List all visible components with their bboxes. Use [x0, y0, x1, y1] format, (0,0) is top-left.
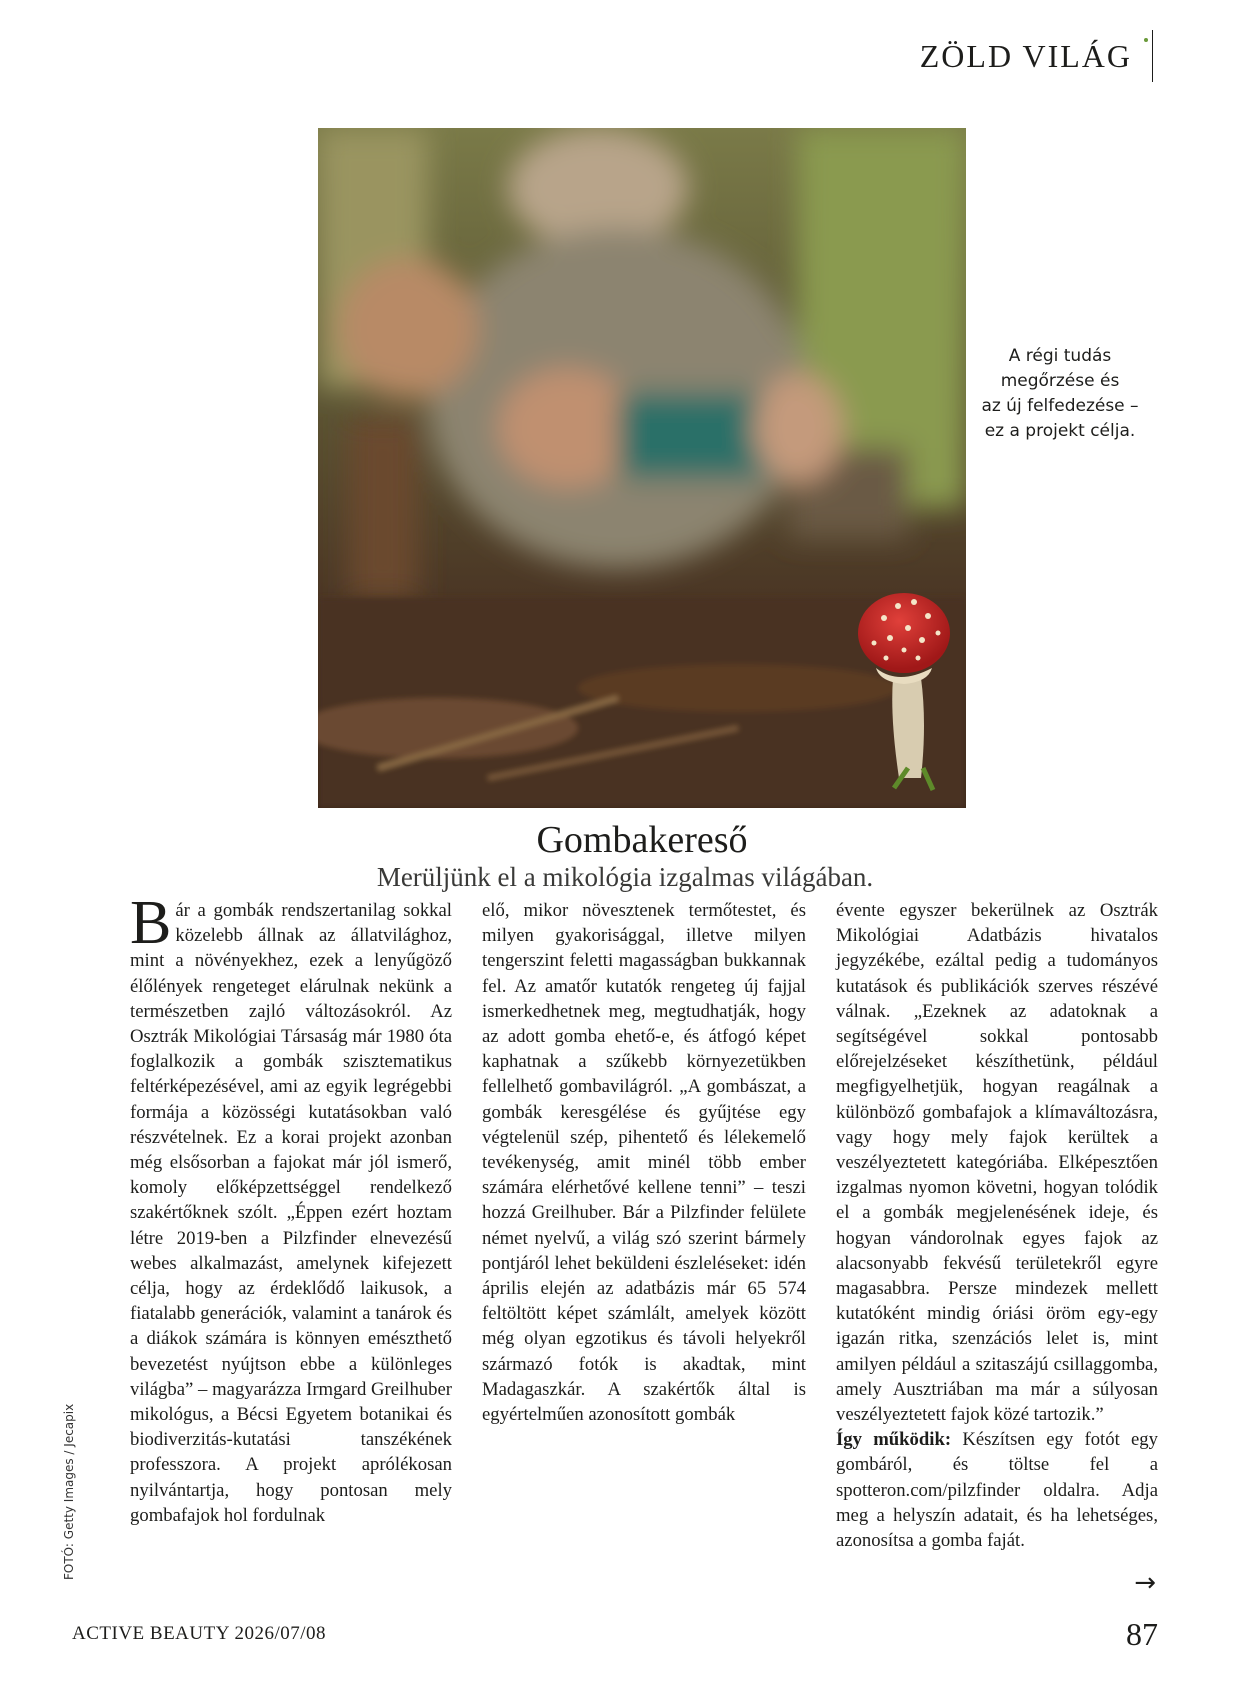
- howto-lead: Így működik:: [836, 1429, 952, 1451]
- caption-line: ez a projekt célja.: [984, 421, 1136, 441]
- article-column-1: [130, 889, 452, 1528]
- section-label: ZÖLD VILÁG: [919, 38, 1132, 74]
- article-column-2: [482, 898, 806, 1427]
- magazine-issue: ACTIVE BEAUTY 2026/07/08: [72, 1623, 327, 1644]
- caption-line: az új felfedezése –: [981, 396, 1139, 416]
- photo-credit: FOTÓ: Getty Images / Jecapix: [62, 1403, 76, 1580]
- article-subtitle: Merüljünk el a mikológia izgalmas világában.: [376, 862, 874, 892]
- drop-cap: B: [130, 889, 172, 957]
- corner-mark-icon: [1142, 36, 1150, 44]
- howto-paragraph: [836, 1427, 1158, 1553]
- column-3-text: évente egyszer bekerülnek az Osztrák Mikológiai Adatbázis hivatalos jegyzékébe, ezáltal pedig a tudományos kutatások és publikációk szerves részévé válnak. „Ezeknek az adatoknak a segítségével sokkal pontosabb előrejelzéseket készíthetünk, például megfigyelhetjük, hogyan reagálnak a különböző gombafajok a klímaváltozásra, vagy hogy mely fajok kerültek a veszélyeztetett kategóriába. Elképesztően izgalmas nyomon követni, hogyan tolódik el a gombák megjelenésének ideje, és hogyan vándorolnak egyes fajok az alacsonyabb fekvésű területekről egyre magasabbra. Persze mindezek mellett kutatóként mindig óriási öröm egy-egy igazán ritka, szenzációs lelet is, mint amilyen például a szitaszájú csillaggomba, amely Ausztriában ma már a súlyosan veszélyeztetett fajok közé tartozik.”: [836, 900, 1158, 1426]
- caption-line: megőrzése és: [1000, 371, 1120, 391]
- article-title: Gombakereső: [536, 819, 748, 861]
- howto-text: Készítsen egy fotót egy gombáról, és töltse fel a spotteron.com/pilzfinder oldalra. Adja meg a helyszín adatait, és ha lehetséges, azonosítsa a gomba faját.: [836, 1429, 1158, 1552]
- column-2-text: elő, mikor növesztenek termőtestet, és milyen gyakorisággal, illetve milyen tengerszint feletti magasságban bukkannak fel. Az amatőr kutatók rengeteg új fajjal ismerkedhetnek meg, megtudhatják, hogy az adott gomba ehető-e, és átfogó képet kaphatnak a szűkebb környezetükben fellelhető gombavilágról. „A gombászat, a gombák keresgélése és gyűjtése egy végtelenül szép, pihentető és lélekemelő tevékenység, amit minél több ember számára elérhetővé kellene tenni” – teszi hozzá Greilhuber. Bár a Pilzfinder felülete német nyelvű, a világ szó szerint bármely pontjáról lehet beküldeni észleléseket: idén április elején az adatbázis már 65 574 feltöltött képet számlált, amelyek között még olyan egzotikus és távoli helyekről származó fotók is akadtak, mint Madagaszkár. A szakértők által is egyértelműen azonosított gombák: [482, 900, 806, 1426]
- continue-arrow-icon: →: [1134, 1568, 1156, 1598]
- column-1-text: ár a gombák rendszertanilag sokkal közelebb állnak az állatvilághoz, mint a növényekhez, ezek a lenyűgöző élőlények rengeteget elárulnak nekünk a természetben zajló változásokról. Az Osztrák Mikológiai Társaság már 1980 óta foglalkozik a gombák szisztematikus feltérképezésével, ami az egyik legrégebbi formája a közösségi kutatásokban való részvételnek. Ez a korai projekt azonban még elsősorban a fajokat már jól ismerő, komoly előképzettséggel rendelkező szakértőknek szólt. „Éppen ezért hoztam létre 2019-ben a Pilzfinder elnevezésű webes alkalmazást, amelynek kifejezett célja, hogy az érdeklődő laikusok, a fiatalabb generációk, valamint a tanárok és a diákok számára is könnyen emészthető bevezetést nyújtson ebbe a különleges világba” – magyarázza Irmgard Greilhuber mikológus, a Bécsi Egyetem botanikai és biodiverzitás-kutatási tanszékének professzora. A projekt aprólékosan nyilvántartja, hogy pontosan mely gombafajok hol fordulnak: [130, 900, 452, 1526]
- page-number: 87: [1126, 1616, 1158, 1652]
- article-column-3: [836, 898, 1158, 1553]
- article-photo: [318, 128, 966, 808]
- caption-line: A régi tudás: [1008, 346, 1112, 366]
- photo-mushroom-forest-icon: [318, 128, 966, 808]
- photo-caption: [966, 344, 1154, 444]
- header-rule: [1152, 30, 1153, 82]
